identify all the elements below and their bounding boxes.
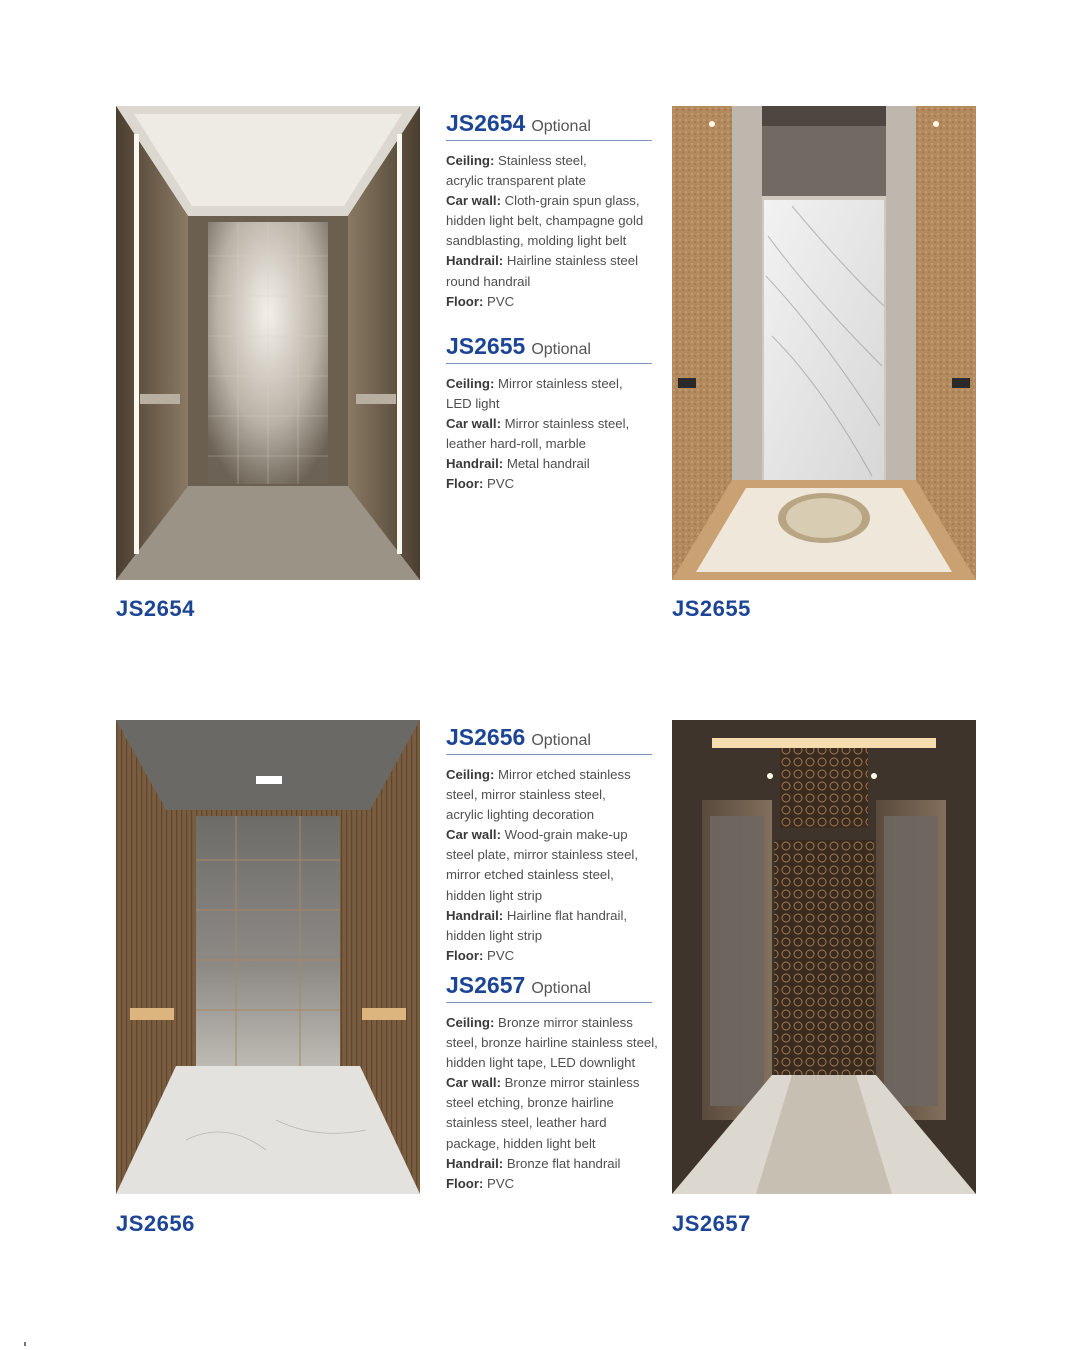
spec-block-js2654 <box>446 110 668 312</box>
spec-optional-label: Optional <box>531 732 591 749</box>
spec-car-wall: Car wall: Wood-grain make-up steel plate, mirror stainless steel, mirror etched stainless steel, hidden light strip <box>446 827 639 903</box>
spec-ceiling: Ceiling: Mirror stainless steel, LED light <box>446 376 623 412</box>
product-caption-js2657: JS2657 <box>672 1211 751 1236</box>
spec-optional-label: Optional <box>531 341 591 358</box>
spec-code: JS2655 <box>446 333 526 359</box>
spec-handrail: Handrail: Hairline flat handrail, hidden light strip <box>446 907 628 943</box>
spec-block-js2656 <box>446 724 668 966</box>
spec-car-wall: Car wall: Cloth-grain spun glass, hidden light belt, champagne gold sandblasting, molding light belt <box>446 193 644 249</box>
spec-car-wall: Car wall: Mirror stainless steel, leather hard-roll, marble <box>446 416 630 452</box>
product-caption-js2655: JS2655 <box>672 596 751 621</box>
spec-body <box>446 1013 668 1194</box>
spec-car-wall: Car wall: Bronze mirror stainless steel etching, bronze hairline stainless steel, leather hard package, hidden light belt <box>446 1075 640 1151</box>
spec-block-js2655 <box>446 333 668 495</box>
spec-ceiling: Ceiling: Stainless steel, acrylic transparent plate <box>446 153 587 189</box>
spec-code: JS2656 <box>446 724 526 750</box>
spec-heading <box>446 333 652 364</box>
spec-optional-label: Optional <box>531 118 591 135</box>
elevator-photo-js2656 <box>116 720 420 1194</box>
page-mark <box>24 1342 26 1346</box>
spec-body <box>446 765 668 966</box>
spec-heading <box>446 972 652 1003</box>
spec-heading <box>446 110 652 141</box>
spec-body <box>446 151 668 312</box>
spec-block-js2657 <box>446 972 668 1194</box>
spec-floor: Floor: PVC <box>446 947 515 963</box>
spec-handrail: Handrail: Bronze flat handrail <box>446 1155 621 1171</box>
product-caption-js2656: JS2656 <box>116 1211 195 1236</box>
spec-code: JS2654 <box>446 110 526 136</box>
spec-ceiling: Ceiling: Mirror etched stainless steel, mirror stainless steel, acrylic lighting decoration <box>446 767 631 823</box>
spec-floor: Floor: PVC <box>446 476 515 492</box>
spec-body <box>446 374 668 495</box>
spec-optional-label: Optional <box>531 980 591 997</box>
spec-floor: Floor: PVC <box>446 1175 515 1191</box>
elevator-photo-js2655 <box>672 106 976 580</box>
elevator-photo-js2657 <box>672 720 976 1194</box>
elevator-photo-js2654 <box>116 106 420 580</box>
spec-floor: Floor: PVC <box>446 293 515 309</box>
spec-ceiling: Ceiling: Bronze mirror stainless steel, bronze hairline stainless steel, hidden light tape, LED downlight <box>446 1015 658 1071</box>
spec-heading <box>446 724 652 755</box>
spec-code: JS2657 <box>446 972 526 998</box>
product-caption-js2654: JS2654 <box>116 596 195 621</box>
spec-handrail: Handrail: Hairline stainless steel round handrail <box>446 253 639 289</box>
spec-handrail: Handrail: Metal handrail <box>446 456 590 472</box>
